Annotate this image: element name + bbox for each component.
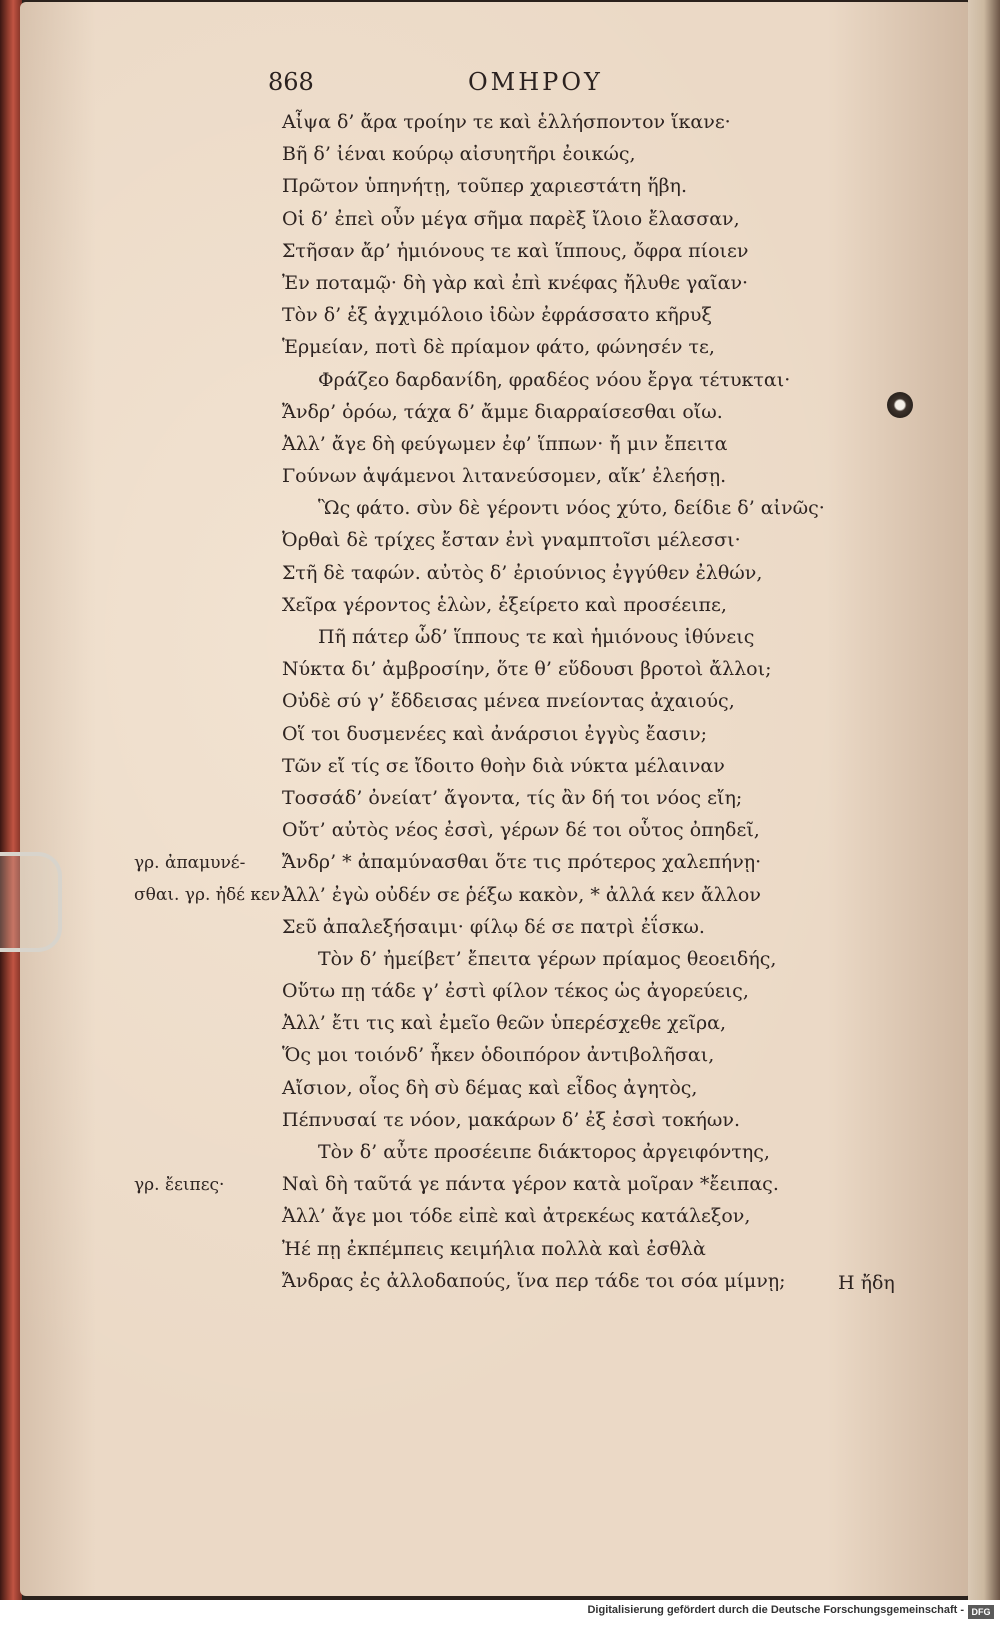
verse-line: Νύκτα δι’ ἀμβροσίην, ὅτε θ’ εὕδουσι βροτοὶ ἄλλοι;: [282, 658, 772, 681]
verse-line: Τὸν δ’ ἐξ ἀγχιμόλοιο ἰδὼν ἐφράσσατο κῆρυξ: [282, 304, 712, 327]
verse-line: Ὣς φάτο. σὺν δὲ γέροντι νόος χύτο, δείδιε δ’ αἰνῶς·: [318, 497, 825, 520]
verse-line: Ὀρθαὶ δὲ τρίχες ἔσταν ἐνὶ γναμπτοῖσι μέλεσσι·: [282, 529, 741, 552]
verse-text: [282, 106, 932, 1297]
footer-bar: [0, 1600, 1000, 1626]
verse-line: Σεῦ ἀπαλεξήσαιμι· φίλῳ δέ σε πατρὶ ἐΐσκω.: [282, 915, 705, 938]
verse-line: Στῆσαν ἄρ’ ἡμιόνους τε καὶ ἵππους, ὄφρα πίοιεν: [282, 239, 749, 262]
verse-line: Ἄνδρας ἐς ἀλλοδαπούς, ἵνα περ τάδε τοι σόα μίμνῃ;: [282, 1269, 786, 1292]
catchword: Η ἤδη: [838, 1272, 895, 1294]
verse-line: Ἀλλ’ ἔτι τις καὶ ἐμεῖο θεῶν ὑπερέσχεθε χεῖρα,: [282, 1012, 726, 1035]
margin-note: γρ. ἀπαμυνέ-: [134, 852, 246, 873]
verse-line: Ἑρμείαν, ποτὶ δὲ πρίαμον φάτο, φώνησέν τε,: [282, 336, 715, 359]
facing-page-edge: [968, 0, 1000, 1600]
book-spine-edge: [0, 0, 22, 1600]
page-number: 868: [268, 68, 314, 96]
verse-line: Οὐδὲ σύ γ’ ἔδδεισας μένεα πνείοντας ἀχαιούς,: [282, 690, 735, 713]
page-clip: [0, 852, 62, 952]
verse-line: Ἄνδρ’ * ἀπαμύνασθαι ὅτε τις πρότερος χαλεπήνῃ·: [282, 851, 762, 874]
verse-line: Αἴσιον, οἷος δὴ σὺ δέμας καὶ εἶδος ἀγητὸς,: [282, 1076, 698, 1099]
verse-line: Ἀλλ’ ἄγε δὴ φεύγωμεν ἐφ’ ἵππων· ἤ μιν ἔπειτα: [282, 432, 728, 455]
verse-line: Τὸν δ’ ἠμείβετ’ ἔπειτα γέρων πρίαμος θεοειδής,: [318, 947, 777, 970]
verse-line: Ναὶ δὴ ταῦτά γε πάντα γέρον κατὰ μοῖραν *ἔειπας.: [282, 1173, 779, 1196]
margin-note: γρ. ἔειπες·: [134, 1174, 225, 1195]
verse-line: Τοσσάδ’ ὀνείατ’ ἄγοντα, τίς ἂν δή τοι νόος εἴη;: [282, 786, 743, 809]
verse-line: Στῆ δὲ ταφών. αὐτὸς δ’ ἐριούνιος ἐγγύθεν ἐλθών,: [282, 561, 763, 584]
verse-line: Ἀλλ’ ἐγὼ οὐδέν σε ῥέξω κακὸν, * ἀλλά κεν ἄλλον: [282, 883, 761, 906]
verse-line: Ἠέ πῃ ἐκπέμπεις κειμήλια πολλὰ καὶ ἐσθλὰ: [282, 1237, 706, 1260]
verse-line: Πῆ πάτερ ὧδ’ ἵππους τε καὶ ἡμιόνους ἰθύνεις: [318, 626, 755, 648]
verse-line: Γούνων ἁψάμενοι λιτανεύσομεν, αἴκ’ ἐλεήσῃ.: [282, 465, 727, 488]
margin-note: σθαι. γρ. ἠδέ κεν: [134, 884, 281, 905]
funding-credit: Digitalisierung gefördert durch die Deutsche Forschungsgemeinschaft -: [587, 1604, 964, 1616]
verse-line: Χεῖρα γέροντος ἑλὼν, ἐξείρετο καὶ προσέειπε,: [282, 593, 727, 616]
running-title: ΟΜΗΡΟΥ: [468, 68, 603, 96]
verse-line: Οὕτω πῃ τάδε γ’ ἐστὶ φίλον τέκος ὡς ἀγορεύεις,: [282, 980, 749, 1003]
verse-line: Ὅς μοι τοιόνδ’ ἧκεν ὁδοιπόρον ἀντιβολῆσαι,: [282, 1044, 715, 1067]
verse-line: Οὔτ’ αὐτὸς νέος ἐσσὶ, γέρων δέ τοι οὗτος ὀπηδεῖ,: [282, 819, 760, 842]
verse-line: Αἶψα δ’ ἄρα τροίην τε καὶ ἑλλήσποντον ἵκανε·: [282, 111, 731, 133]
dfg-logo: DFG: [968, 1605, 994, 1619]
verse-line: Φράζεο δαρδανίδη, φραδέος νόου ἔργα τέτυκται·: [318, 368, 791, 391]
verse-line: Πέπνυσαί τε νόον, μακάρων δ’ ἐξ ἐσσὶ τοκήων.: [282, 1108, 741, 1131]
verse-line: Τῶν εἴ τίς σε ἴδοιτο θοὴν διὰ νύκτα μέλαιναν: [282, 754, 725, 777]
verse-line: Βῆ δ’ ἰέναι κούρῳ αἰσυητῆρι ἐοικώς,: [282, 143, 636, 166]
verse-line: Οἵ τοι δυσμενέες καὶ ἀνάρσιοι ἐγγὺς ἔασιν;: [282, 722, 708, 745]
verse-line: Ἐν ποταμῷ· δὴ γὰρ καὶ ἐπὶ κνέφας ἤλυθε γαῖαν·: [282, 271, 749, 294]
verse-line: Ἀλλ’ ἄγε μοι τόδε εἰπὲ καὶ ἀτρεκέως κατάλεξον,: [282, 1205, 751, 1228]
verse-line: Τὸν δ’ αὖτε προσέειπε διάκτορος ἀργειφόντης,: [318, 1141, 770, 1163]
page-header: [268, 68, 688, 108]
verse-line: Πρῶτον ὑπηνήτῃ, τοῦπερ χαριεστάτη ἥβη.: [282, 175, 687, 198]
verse-line: Ἄνδρ’ ὁρόω, τάχα δ’ ἄμμε διαρραίσεσθαι οἴω.: [282, 400, 723, 423]
verse-line: Οἱ δ’ ἐπεὶ οὖν μέγα σῆμα παρὲξ ἴλοιο ἔλασσαν,: [282, 207, 740, 230]
